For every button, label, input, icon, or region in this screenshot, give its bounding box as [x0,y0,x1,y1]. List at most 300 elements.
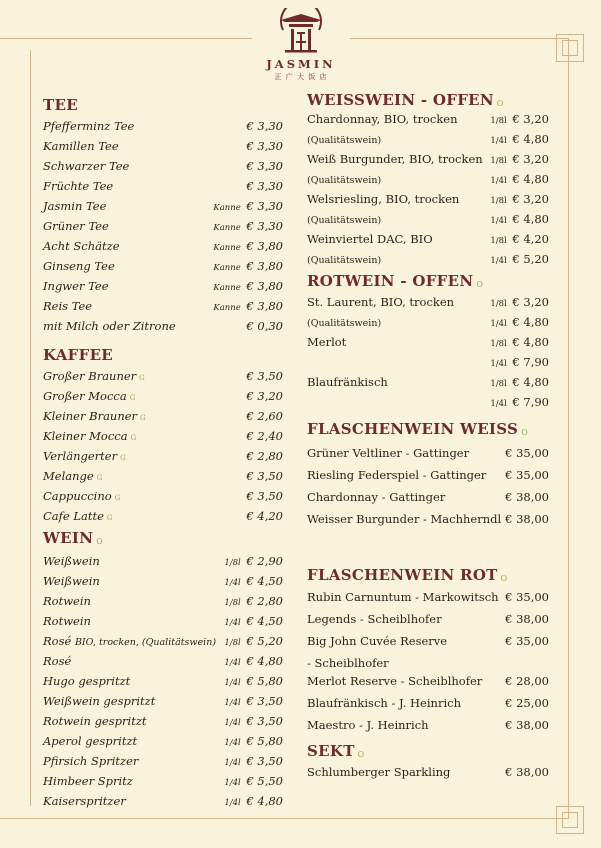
item-name [43,486,120,508]
item-price-group [213,236,283,258]
item-name [43,426,136,448]
item-price-group [224,671,283,693]
item-name-text: (Qualitätswein) [307,255,382,266]
item-size: 1/8l [224,598,241,608]
item-name-text: Kaiserspritzer [43,794,126,808]
item-name [307,442,469,464]
menu-item-row [43,426,283,446]
item-name [43,651,71,671]
item-price-group [224,711,283,733]
item-price: € 3,20 [512,295,549,309]
menu-item-row [307,332,549,352]
item-price: € 4,20 [512,232,549,246]
item-name-text: Kleiner Brauner [43,409,138,423]
item-marker: G [140,414,146,422]
item-size: 1/4l [224,758,241,768]
frame-top-line [0,38,252,39]
item-name [43,196,106,216]
flaschen-weiss-marker: O [521,428,529,437]
item-name [307,630,447,674]
rotwein-list [307,292,549,412]
item-price-group [246,176,283,196]
item-name [43,731,137,751]
item-name-text: Ginseng Tee [43,259,115,273]
item-price-group [490,109,549,131]
item-price-group [246,486,283,506]
item-price: € 3,30 [246,179,283,193]
item-name-text: Pfirsich Spritzer [43,754,139,768]
item-name-text: Cafe Latte [43,509,104,523]
menu-item-row [43,711,283,731]
item-price: € 4,20 [246,509,283,523]
flaschen-rot-marker: O [500,574,508,583]
pagoda-logo-icon [275,8,327,56]
item-size: 1/8l [490,156,507,166]
item-size: 1/4l [224,678,241,688]
frame-bottom-line [0,818,569,819]
menu-item-row [43,691,283,711]
menu-item-row [43,551,283,571]
item-price-group [246,506,283,526]
menu-item-row [43,366,283,386]
item-price: € 3,20 [246,389,283,403]
item-name [43,276,109,296]
item-name-text: Weinviertel DAC, BIO [307,232,433,246]
section-title-tee: TEE [43,96,78,114]
item-name-text: Rubin Carnuntum - Markowitsch [307,590,499,604]
item-name-text: Verlängerter [43,449,118,463]
item-size: Kanne [213,243,241,253]
item-name [307,109,458,129]
item-size: 1/4l [490,359,507,369]
menu-item-row [43,611,283,631]
menu-item-row [43,196,283,216]
item-name [307,189,459,209]
item-price: € 5,20 [512,252,549,266]
item-name-text: Jasmin Tee [43,199,107,213]
menu-item-row [307,109,549,129]
item-name-text: Grüner Tee [43,219,109,233]
section-title-rotwein [307,272,549,292]
item-name-text: Hugo gespritzt [43,674,131,688]
item-price: € 2,80 [246,594,283,608]
item-name-text: Kleiner Mocca [43,429,128,443]
item-price: € 3,30 [246,119,283,133]
item-name-text: Großer Brauner [43,369,137,383]
item-name [307,714,429,736]
item-size: 1/4l [224,738,241,748]
menu-item-row [43,466,283,486]
wein-title-text: WEIN [43,529,94,547]
brand-logo [258,8,344,88]
item-price-group [246,116,283,136]
item-size: Kanne [213,203,241,213]
section-title-flaschen-weiss [307,420,549,442]
item-name [43,691,155,711]
item-name [43,156,129,176]
menu-item-row [43,571,283,591]
item-name-text: Kamillen Tee [43,139,119,153]
weisswein-list [307,109,549,269]
menu-item-row [43,386,283,406]
item-price-group [246,466,283,486]
item-size: 1/4l [490,319,507,329]
item-name [43,611,91,631]
item-name-text: Rotwein [43,594,91,608]
item-name-text: Legends - Scheiblhofer [307,612,442,626]
brand-subtitle: 正 广 大 饭 店 [274,73,328,81]
item-marker: G [139,374,145,382]
item-size: 1/4l [224,778,241,788]
item-name [43,506,113,528]
item-name-text: (Qualitätswein) [307,175,382,186]
wein-marker: O [96,537,104,546]
section-title-sekt [307,742,549,762]
item-price: € 4,80 [512,335,549,349]
item-price: € 28,00 [505,674,549,688]
flaschenwein-rot-list [307,586,549,736]
item-name-text: Grüner Veltliner - Gattinger [307,446,470,460]
menu-item-row [307,372,549,392]
item-price: € 4,80 [512,212,549,226]
item-marker: G [114,494,121,502]
item-price-group [224,571,283,593]
menu-item-row [307,508,549,530]
item-name-text: Reis Tee [43,299,93,313]
menu-item-row [43,236,283,256]
item-size: 1/8l [490,299,507,309]
menu-item-row [43,176,283,196]
item-name [307,508,501,530]
item-size: 1/4l [490,256,507,266]
item-price: € 38,00 [505,490,549,504]
item-name [43,366,145,388]
item-name [43,136,119,156]
item-name [43,671,130,691]
item-price-group [490,332,549,354]
item-marker: G [129,394,136,402]
item-price: € 4,80 [246,654,283,668]
menu-item-row [43,671,283,691]
item-price-group [490,189,549,211]
item-marker: G [96,474,103,482]
menu-item-row [43,116,283,136]
sekt-marker: O [357,750,365,759]
item-price: € 3,20 [512,192,549,206]
item-size: 1/4l [224,698,241,708]
item-name [307,692,461,714]
item-price-group [224,771,283,793]
item-name-text: (Qualitätswein) [307,135,382,146]
item-price: € 3,50 [246,469,283,483]
item-price: € 3,50 [246,489,283,503]
item-size: Kanne [213,303,241,313]
menu-item-row [307,714,549,736]
item-price-group [224,731,283,753]
menu-item-row [43,316,283,336]
menu-item-row [43,216,283,236]
item-price: € 35,00 [505,590,549,604]
menu-item-row [43,771,283,791]
menu-item-row [307,442,549,464]
menu-item-row [43,296,283,316]
item-name [43,406,146,428]
item-price: € 4,50 [246,614,283,628]
menu-item-row [43,731,283,751]
item-price: € 5,80 [246,674,283,688]
item-price: € 2,60 [246,409,283,423]
item-name [307,372,388,392]
item-price: € 35,00 [505,468,549,482]
rotwein-title-text: ROTWEIN - OFFEN [307,272,474,290]
menu-item-row [307,670,549,692]
brand-name: JASMIN [266,57,336,71]
item-size: 1/8l [490,196,507,206]
menu-item-row [307,229,549,249]
item-price-group [505,762,549,782]
item-price-group [505,692,549,714]
item-price: € 3,50 [246,754,283,768]
item-price-group [490,392,549,414]
item-size: 1/8l [490,379,507,389]
item-price-group [490,129,549,151]
menu-item-row [307,392,549,412]
item-price-group [213,256,283,278]
item-size: Kanne [213,263,241,273]
item-name [43,751,138,771]
left-column [43,96,283,811]
kaffee-list [43,366,283,526]
item-price-group [490,292,549,314]
item-name [307,670,482,692]
item-price-group [505,464,549,486]
item-price-group [213,296,283,318]
item-name-text: Chardonnay - Gattinger [307,490,446,504]
item-price: € 3,20 [512,112,549,126]
item-name [43,771,133,791]
item-size: 1/4l [224,718,241,728]
item-price-group [246,426,283,446]
item-name-text: Chardonnay, BIO, trocken [307,112,458,126]
menu-item-row [43,446,283,466]
item-price: € 4,80 [512,172,549,186]
weisswein-marker: O [496,99,504,108]
tee-list [43,116,283,336]
item-name [307,169,381,191]
item-name [307,209,381,231]
item-name-text: Merlot [307,335,347,349]
item-price-group [505,586,549,608]
menu-item-row [307,292,549,312]
item-price-group [505,630,549,652]
item-name [307,608,442,630]
sekt-title-text: SEKT [307,742,355,760]
menu-item-row [307,692,549,714]
kaffee-title-text: KAFFEE [43,346,114,364]
item-name [307,586,499,608]
item-size: Kanne [213,283,241,293]
item-price-group [224,611,283,633]
item-marker: G [130,434,137,442]
menu-item-row [43,631,283,651]
frame-corner-top-right-inner [562,40,578,56]
item-price-group [224,691,283,713]
item-size: 1/4l [224,578,241,588]
item-price-group [505,508,549,530]
section-title-flaschen-rot [307,566,549,586]
menu-item-row [43,136,283,156]
item-size: 1/8l [490,116,507,126]
menu-item-row [43,406,283,426]
item-name [43,591,91,611]
item-name [43,256,115,276]
item-name-text: (Qualitätswein) [307,215,382,226]
item-name-text: Rotwein gespritzt [43,714,147,728]
section-title-weisswein [307,91,549,109]
menu-item-row [43,156,283,176]
flaschen-rot-title-text: FLASCHENWEIN ROT [307,566,498,584]
item-price: € 4,80 [512,375,549,389]
item-name-text: Welsriesling, BIO, trocken [307,192,460,206]
flaschenwein-weiss-list [307,442,549,530]
item-name [43,116,134,136]
item-name [307,229,433,249]
menu-item-row [43,486,283,506]
item-price-group [246,156,283,176]
item-name [43,216,109,236]
item-price: € 5,50 [246,774,283,788]
item-price-group [505,670,549,692]
item-size: 1/4l [490,216,507,226]
item-name [307,292,454,312]
item-price-group [224,631,283,653]
item-name-text: Großer Mocca [43,389,127,403]
item-price-group [490,249,549,271]
item-name-text: Himbeer Spritz [43,774,133,788]
item-price: € 3,80 [246,299,283,313]
item-name-line2: - Scheiblhofer [307,656,389,670]
item-price-group [213,196,283,218]
item-price-group [246,386,283,406]
item-price: € 5,80 [246,734,283,748]
item-size: 1/8l [490,236,507,246]
right-column [307,91,549,782]
item-name-text: Weißwein [43,554,100,568]
item-size: 1/8l [490,339,507,349]
item-name-text: Weißwein gespritzt [43,694,156,708]
item-price-group [505,714,549,736]
item-name-text: Aperol gespritzt [43,734,138,748]
item-name-text: mit Milch oder Zitrone [43,319,176,333]
item-size: 1/4l [224,798,241,808]
item-detail: BIO, trocken, (Qualitätswein) [74,637,217,648]
menu-item-row [307,312,549,332]
section-title-wein [43,529,283,551]
item-price: € 3,50 [246,369,283,383]
item-price: € 4,80 [246,794,283,808]
item-price-group [490,229,549,251]
item-name-text: Riesling Federspiel - Gattinger [307,468,487,482]
menu-item-row [307,586,549,608]
item-name-text: Früchte Tee [43,179,114,193]
item-name [43,466,102,488]
item-price: € 2,80 [246,449,283,463]
item-name-text: Big John Cuvée Reserve [307,634,448,648]
item-name-text: Weiß Burgunder, BIO, trocken [307,152,483,166]
menu-item-row [307,464,549,486]
item-name [307,762,450,782]
item-name-text: Schwarzer Tee [43,159,130,173]
item-name [307,129,381,151]
item-size: 1/4l [490,399,507,409]
item-size: 1/8l [224,558,241,568]
item-size: 1/8l [224,638,241,648]
item-size: 1/4l [490,176,507,186]
item-price: € 5,20 [246,634,283,648]
item-name [43,296,92,316]
menu-item-row [43,791,283,811]
item-name [43,236,120,256]
item-price-group [505,442,549,464]
menu-item-row [307,129,549,149]
item-price-group [224,591,283,613]
item-name [307,486,445,508]
flaschen-weiss-title-text: FLASCHENWEIN WEISS [307,420,519,438]
menu-item-row [307,209,549,229]
item-price-group [505,608,549,630]
item-price: € 38,00 [505,718,549,732]
item-size: Kanne [213,223,241,233]
item-name [43,571,100,591]
item-size: 1/4l [490,136,507,146]
menu-item-row [43,751,283,771]
item-price-group [490,169,549,191]
item-price: € 3,30 [246,199,283,213]
item-price: € 7,90 [512,355,549,369]
item-name-text: Blaufränkisch - J. Heinrich [307,696,461,710]
item-price-group [224,651,283,673]
item-price-group [224,791,283,813]
item-price-group [490,312,549,334]
menu-item-row [307,608,549,630]
item-price-group [490,209,549,231]
item-name [307,249,381,271]
item-name-text: Maestro - J. Heinrich [307,718,429,732]
item-name-text: Weißwein [43,574,100,588]
item-price: € 3,20 [512,152,549,166]
item-price-group [213,216,283,238]
item-price: € 35,00 [505,446,549,460]
item-price-group [246,446,283,466]
item-price-group [490,149,549,171]
item-price-group [490,352,549,374]
menu-item-row [307,630,549,670]
menu-item-row [43,506,283,526]
item-name-text: Rosé [43,654,72,668]
item-name [43,446,126,468]
item-price: € 25,00 [505,696,549,710]
item-size: 1/4l [224,658,241,668]
frame-top-line-right [350,38,568,39]
item-price: € 7,90 [512,395,549,409]
item-name [43,631,216,653]
item-price: € 3,30 [246,219,283,233]
item-price-group [224,751,283,773]
frame-right-line [568,38,569,818]
item-name-text: St. Laurent, BIO, trocken [307,295,455,309]
item-marker: G [106,514,113,522]
menu-item-row [43,276,283,296]
